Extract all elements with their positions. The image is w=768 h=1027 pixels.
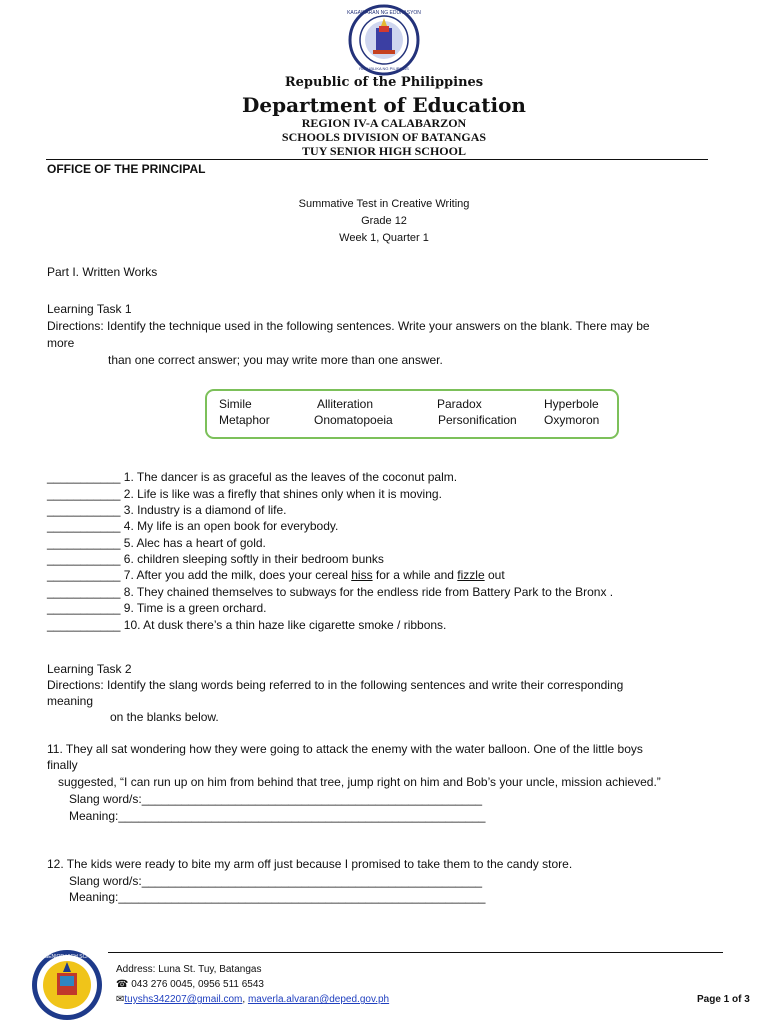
list-item: ___________ 1. The dancer is as graceful as the leaves of the coconut palm.: [47, 470, 458, 484]
meaning-field[interactable]: Meaning:_______________________________________________________: [69, 809, 486, 823]
test-title: Summative Test in Creative Writing: [298, 198, 470, 210]
word-option: Oxymoron: [544, 413, 600, 427]
answer-blank[interactable]: ___________: [47, 601, 121, 615]
seal-text-top: KAGAWARAN NG EDUKASYON: [347, 10, 421, 16]
school-line: TUY SENIOR HIGH SCHOOL: [302, 144, 466, 158]
task2-directions-cont2: on the blanks below.: [110, 710, 219, 724]
office-title: OFFICE OF THE PRINCIPAL: [47, 162, 206, 176]
email-link-2[interactable]: maverla.alvaran@deped.gov.ph: [247, 994, 390, 1005]
footer-email: ✉tuyshs342207@gmail.com, maverla.alvaran@deped.gov.ph: [116, 994, 390, 1005]
list-item: ___________ 7. After you add the milk, does your cereal hiss for a while and fizzle out: [47, 568, 505, 582]
answer-blank[interactable]: ___________: [47, 568, 121, 582]
question-11-cont2: suggested, “I can run up on him from behind that tree, jump right on him and Bob’s your uncle, mission achieved.”: [58, 775, 661, 789]
question-12: 12. The kids were ready to bite my arm off just because I promised to take them to the candy store.: [47, 857, 573, 871]
school-logo: [30, 948, 104, 1022]
list-item: ___________ 2. Life is like was a firefly that shines only when it is moving.: [47, 487, 442, 501]
footer-phone: ☎ 043 276 0045, 0956 511 6543: [116, 979, 264, 990]
slang-word-field[interactable]: Slang word/s:___________________________________________________: [69, 874, 483, 888]
logo-text: TUY SENIOR HIGH SCHOOL: [33, 954, 101, 960]
phone-icon: ☎: [116, 979, 129, 990]
page-number: Page 1 of 3: [697, 994, 750, 1005]
answer-blank[interactable]: ___________: [47, 536, 121, 550]
word-option: Simile: [219, 397, 252, 411]
footer-divider: [108, 952, 723, 953]
deped-seal: [343, 4, 425, 76]
answer-blank[interactable]: ___________: [47, 470, 121, 484]
question-11-cont: finally: [47, 758, 78, 772]
mail-icon: ✉: [116, 994, 125, 1005]
list-item: ___________ 3. Industry is a diamond of life.: [47, 503, 287, 517]
word-option: Personification: [438, 413, 517, 427]
task2-directions: Directions: Identify the slang words being referred to in the following sentences and write their corresponding: [47, 678, 624, 692]
task1-directions-cont: more: [47, 336, 75, 350]
question-11: 11. They all sat wondering how they were going to attack the enemy with the water balloon. One of the little boys: [47, 742, 643, 756]
answer-blank[interactable]: ___________: [47, 618, 121, 632]
region-line: REGION IV-A CALABARZON: [301, 116, 467, 130]
republic-line: Republic of the Philippines: [284, 75, 484, 90]
list-item: ___________ 10. At dusk there’s a thin haze like cigarette smoke / ribbons.: [47, 618, 447, 632]
answer-blank[interactable]: ___________: [47, 503, 121, 517]
task2-title: Learning Task 2: [47, 662, 132, 676]
word-option: Paradox: [437, 397, 482, 411]
task1-title: Learning Task 1: [47, 302, 132, 316]
list-item: ___________ 5. Alec has a heart of gold.: [47, 536, 266, 550]
task2-directions-cont: meaning: [47, 694, 94, 708]
answer-blank[interactable]: ___________: [47, 585, 121, 599]
meaning-field[interactable]: Meaning:_______________________________________________________: [69, 890, 486, 904]
answer-blank[interactable]: ___________: [47, 487, 121, 501]
test-grade: Grade 12: [361, 215, 407, 227]
word-option: Alliteration: [317, 397, 374, 411]
answer-blank[interactable]: ___________: [47, 519, 121, 533]
test-week: Week 1, Quarter 1: [339, 232, 429, 244]
list-item: ___________ 8. They chained themselves to subways for the endless ride from Battery Park to the Bronx .: [47, 585, 614, 599]
slang-word-field[interactable]: Slang word/s:___________________________________________________: [69, 792, 483, 806]
task1-directions: Directions: Identify the technique used in the following sentences. Write your answers on the blank. There may be: [47, 319, 650, 333]
header-divider: [46, 159, 708, 160]
answer-blank[interactable]: ___________: [47, 552, 121, 566]
word-option: Onomatopoeia: [314, 413, 393, 427]
part-heading: Part I. Written Works: [47, 265, 158, 279]
list-item: ___________ 6. children sleeping softly in their bedroom bunks: [47, 552, 384, 566]
word-option: Hyperbole: [544, 397, 599, 411]
list-item: ___________ 9. Time is a green orchard.: [47, 601, 267, 615]
department-title: Department of Education: [242, 93, 526, 117]
task1-directions-cont2: than one correct answer; you may write more than one answer.: [108, 353, 443, 367]
footer-address: Address: Luna St. Tuy, Batangas: [116, 964, 262, 975]
word-option: Metaphor: [219, 413, 270, 427]
email-link-1[interactable]: tuyshs342207@gmail.com: [124, 994, 243, 1005]
list-item: ___________ 4. My life is an open book for everybody.: [47, 519, 339, 533]
division-line: SCHOOLS DIVISION OF BATANGAS: [281, 130, 487, 144]
seal-text-bottom: REPUBLIKA NG PILIPINAS: [359, 66, 409, 71]
